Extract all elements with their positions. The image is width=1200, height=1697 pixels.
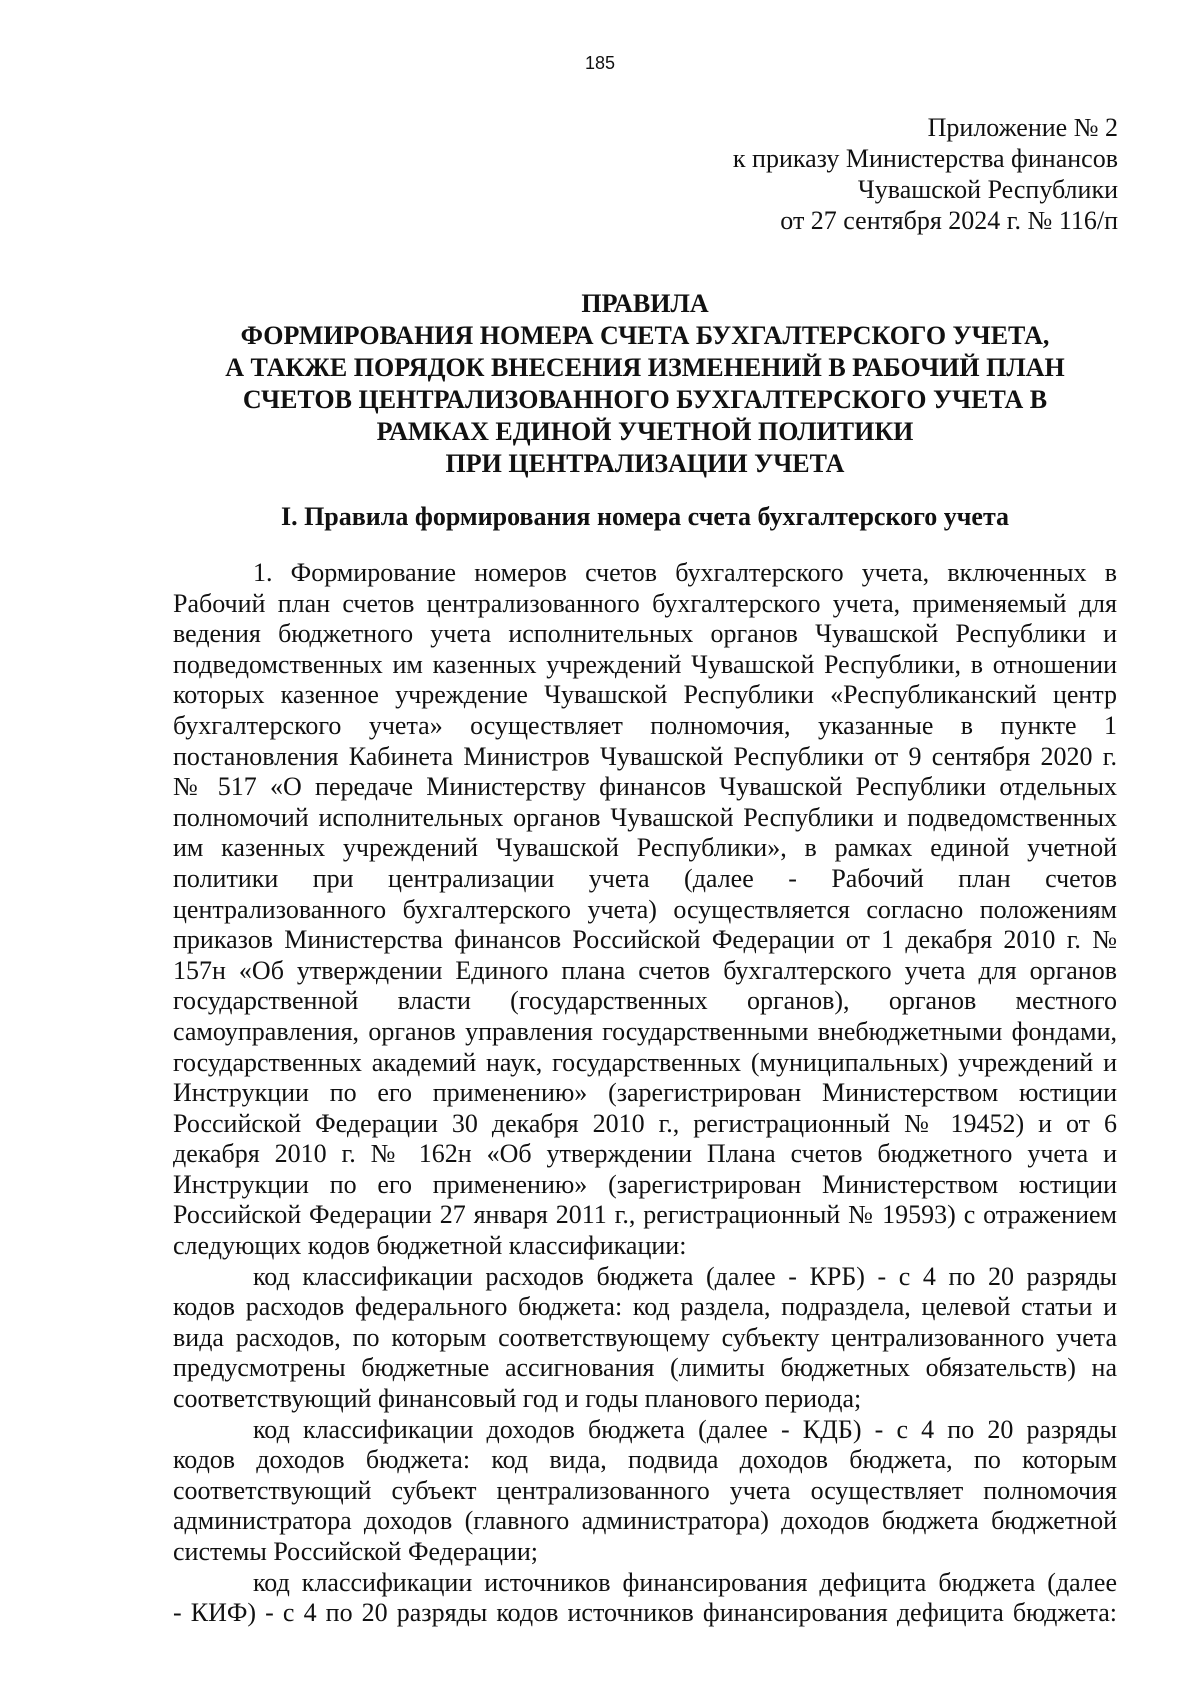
body-line: политики при централизации учета (далее - Рабочий план счетов	[173, 863, 1117, 893]
section-heading: I. Правила формирования номера счета бухгалтерского учета	[280, 502, 1010, 531]
body-line: Рабочий план счетов централизованного бухгалтерского учета, применяемый для	[173, 588, 1117, 618]
page-number: 185	[584, 53, 616, 73]
appendix-line: Чувашской Республики	[857, 175, 1118, 204]
title-line: ПРАВИЛА	[581, 289, 709, 318]
body-line: № 517 «О передаче Министерству финансов Чувашской Республики отдельных	[173, 772, 1117, 802]
body-line: соответствующий финансовый год и годы планового периода;	[173, 1384, 862, 1414]
body-line: им казенных учреждений Чувашской Республики», в рамках единой учетной	[173, 833, 1117, 863]
body-line: бухгалтерского учета» осуществляет полномочия, указанные в пункте 1	[173, 710, 1117, 740]
body-line: 1. Формирование номеров счетов бухгалтерского учета, включенных в	[253, 558, 1117, 587]
body-line: код классификации источников финансирования дефицита бюджета (далее	[253, 1567, 1117, 1597]
appendix-line: к приказу Министерства финансов	[732, 144, 1118, 173]
body-line: полномочий исполнительных органов Чувашской Республики и подведомственных	[173, 802, 1117, 832]
body-line: самоуправления, органов управления государственными внебюджетными фондами,	[173, 1016, 1117, 1046]
body-line: подведомственных им казенных учреждений Чувашской Республики, в отношении	[173, 649, 1117, 679]
body-line: постановления Кабинета Министров Чувашской Республики от 9 сентября 2020 г.	[173, 741, 1117, 771]
body-line: код классификации расходов бюджета (далее - КРБ) - с 4 по 20 разряды	[253, 1261, 1117, 1291]
body-line: кодов расходов федерального бюджета: код раздела, подраздела, целевой статьи и	[173, 1292, 1117, 1322]
body-line: декабря 2010 г. № 162н «Об утверждении Плана счетов бюджетного учета и	[173, 1139, 1117, 1169]
appendix-line: от 27 сентября 2024 г. № 116/п	[780, 206, 1118, 235]
body-text	[173, 558, 1117, 1629]
title-line: ФОРМИРОВАНИЯ НОМЕРА СЧЕТА БУХГАЛТЕРСКОГО УЧЕТА,	[240, 321, 1050, 350]
title-line: ПРИ ЦЕНТРАЛИЗАЦИИ УЧЕТА	[445, 449, 845, 478]
body-line: Инструкции по его применению» (зарегистрирован Министерством юстиции	[173, 1078, 1117, 1108]
body-line: приказов Министерства финансов Российской Федерации от 1 декабря 2010 г. №	[173, 925, 1117, 955]
body-line: Российской Федерации 30 декабря 2010 г., регистрационный № 19452) и от 6	[173, 1108, 1117, 1138]
body-line: Инструкции по его применению» (зарегистрирован Министерством юстиции	[173, 1169, 1117, 1199]
body-line: - КИФ) - с 4 по 20 разряды кодов источников финансирования дефицита бюджета:	[173, 1598, 1117, 1628]
body-line: 157н «Об утверждении Единого плана счетов бухгалтерского учета для органов	[173, 955, 1117, 985]
body-line: следующих кодов бюджетной классификации:	[173, 1231, 687, 1261]
document-title	[160, 288, 1130, 480]
appendix-block	[733, 112, 1118, 236]
title-line: РАМКАХ ЕДИНОЙ УЧЕТНОЙ ПОЛИТИКИ	[376, 417, 914, 446]
title-line: А ТАКЖЕ ПОРЯДОК ВНЕСЕНИЯ ИЗМЕНЕНИЙ В РАБОЧИЙ ПЛАН	[225, 353, 1065, 382]
body-line: государственной власти (государственных органов), органов местного	[173, 986, 1117, 1016]
body-line: системы Российской Федерации;	[173, 1537, 538, 1566]
body-line: вида расходов, по которым соответствующему субъекту централизованного учета	[173, 1322, 1117, 1352]
body-line: код классификации доходов бюджета (далее - КДБ) - с 4 по 20 разряды	[253, 1414, 1117, 1444]
appendix-line: Приложение № 2	[927, 113, 1118, 142]
body-line: ведения бюджетного учета исполнительных органов Чувашской Республики и	[173, 619, 1117, 649]
body-line: предусмотрены бюджетные ассигнования (лимиты бюджетных обязательств) на	[173, 1353, 1117, 1383]
body-line: централизованного бухгалтерского учета) осуществляется согласно положениям	[173, 894, 1117, 924]
body-line: которых казенное учреждение Чувашской Республики «Республиканский центр	[173, 680, 1117, 710]
body-line: кодов доходов бюджета: код вида, подвида доходов бюджета, по которым	[173, 1445, 1117, 1475]
body-line: Российской Федерации 27 января 2011 г., регистрационный № 19593) с отражением	[173, 1200, 1117, 1230]
body-line: государственных академий наук, государственных (муниципальных) учреждений и	[173, 1047, 1117, 1077]
title-line: СЧЕТОВ ЦЕНТРАЛИЗОВАННОГО БУХГАЛТЕРСКОГО УЧЕТА В	[242, 385, 1048, 414]
body-line: соответствующий субъект централизованного учета осуществляет полномочия	[173, 1475, 1117, 1505]
body-line: администратора доходов (главного администратора) доходов бюджета бюджетной	[173, 1506, 1117, 1536]
